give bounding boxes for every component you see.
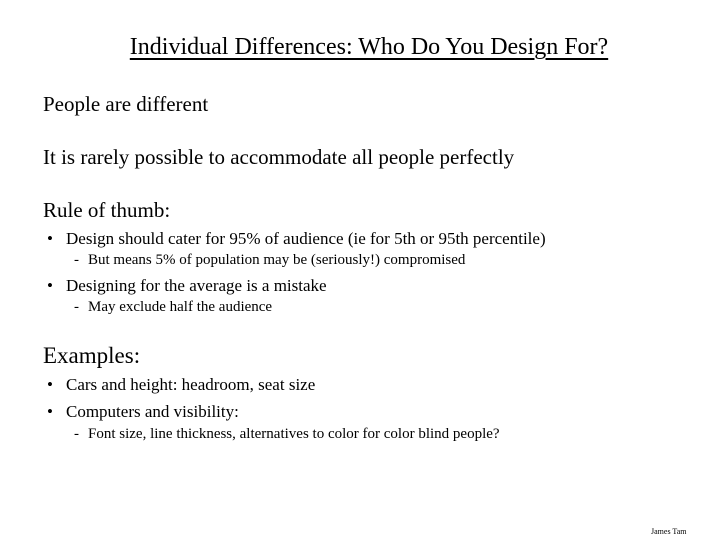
bullet-text: Design should cater for 95% of audience (ie for 5th or 95th percentile)	[66, 229, 546, 248]
dash-icon: -	[74, 426, 79, 442]
subbullet-text: But means 5% of population may be (seriously!) compromised	[88, 252, 466, 268]
bullet-icon: •	[47, 402, 53, 421]
subbullet-font-size	[74, 426, 500, 443]
subbullet-text: Font size, line thickness, alternatives to color for color blind people?	[88, 426, 500, 442]
footer-author: James Tam	[651, 527, 687, 536]
bullet-design-cater	[47, 229, 546, 249]
bullet-icon: •	[47, 276, 53, 295]
bullet-computers-visibility	[47, 402, 239, 422]
bullet-average-mistake	[47, 276, 327, 296]
point-rarely-possible: It is rarely possible to accommodate all people perfectly	[43, 145, 515, 169]
bullet-cars-height	[47, 375, 315, 395]
point-people-different: People are different	[43, 92, 209, 116]
subbullet-text: May exclude half the audience	[88, 299, 273, 315]
bullet-text: Cars and height: headroom, seat size	[66, 375, 316, 394]
bullet-text: Designing for the average is a mistake	[66, 276, 327, 295]
bullet-icon: •	[47, 375, 53, 394]
dash-icon: -	[74, 299, 79, 315]
subbullet-compromised	[74, 252, 465, 269]
point-rule-of-thumb: Rule of thumb:	[43, 198, 171, 222]
subbullet-exclude-half	[74, 299, 272, 316]
point-examples: Examples:	[43, 343, 141, 368]
bullet-icon: •	[47, 229, 53, 248]
bullet-text: Computers and visibility:	[66, 402, 239, 421]
dash-icon: -	[74, 252, 79, 268]
slide-title: Individual Differences: Who Do You Design For?	[129, 34, 609, 60]
